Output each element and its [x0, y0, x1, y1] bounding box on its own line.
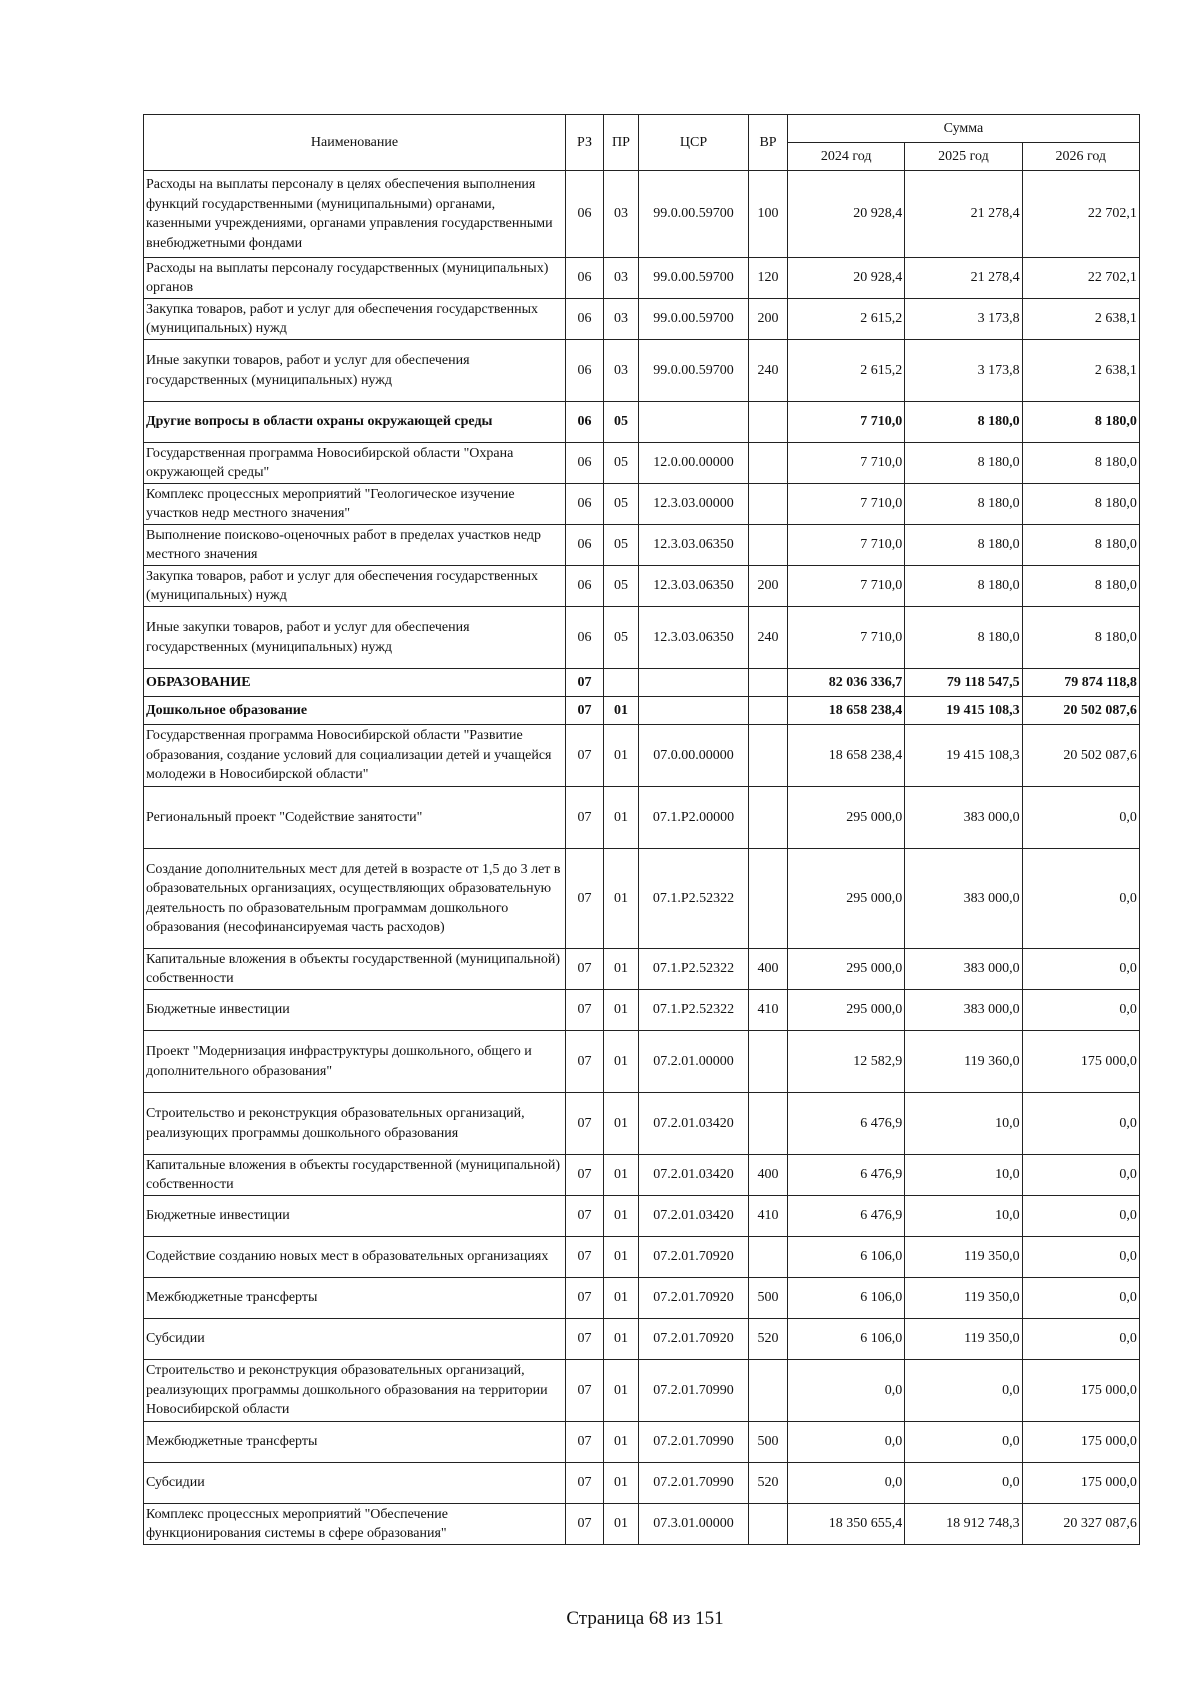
cell-csr: 07.2.01.03420: [639, 1196, 749, 1237]
cell-name: Иные закупки товаров, работ и услуг для обеспечения государственных (муниципальных) нужд: [144, 340, 566, 402]
cell-csr: 07.2.01.00000: [639, 1031, 749, 1093]
cell-2025: 8 180,0: [905, 402, 1022, 443]
cell-2024: 7 710,0: [788, 525, 905, 566]
cell-name: ОБРАЗОВАНИЕ: [144, 669, 566, 697]
cell-name: Межбюджетные трансферты: [144, 1422, 566, 1463]
cell-2024: 295 000,0: [788, 949, 905, 990]
cell-pr: 01: [604, 1155, 639, 1196]
cell-rz: 07: [566, 1278, 604, 1319]
cell-pr: 01: [604, 1278, 639, 1319]
cell-name: Другие вопросы в области охраны окружающей среды: [144, 402, 566, 443]
cell-vr: [749, 1504, 788, 1545]
cell-name: Расходы на выплаты персоналу в целях обеспечения выполнения функций государственными (муниципальными) органами, казенными учреждениями, органами управления государственными внебюджетными фондами: [144, 171, 566, 258]
cell-name: Бюджетные инвестиции: [144, 990, 566, 1031]
cell-vr: 410: [749, 990, 788, 1031]
header-year-2024: 2024 год: [788, 143, 905, 171]
cell-rz: 07: [566, 849, 604, 949]
cell-2026: 0,0: [1022, 1093, 1139, 1155]
table-row: [144, 1093, 1140, 1155]
cell-vr: 500: [749, 1422, 788, 1463]
header-year-2025: 2025 год: [905, 143, 1022, 171]
cell-2025: 119 350,0: [905, 1278, 1022, 1319]
header-pr: ПР: [604, 115, 639, 171]
cell-pr: 03: [604, 171, 639, 258]
cell-2024: 7 710,0: [788, 484, 905, 525]
cell-2025: 19 415 108,3: [905, 725, 1022, 787]
cell-csr: 07.2.01.70990: [639, 1360, 749, 1422]
cell-2026: 8 180,0: [1022, 443, 1139, 484]
cell-2024: 295 000,0: [788, 787, 905, 849]
cell-name: Государственная программа Новосибирской области "Развитие образования, создание условий для социализации детей и учащейся молодежи в Новосибирской области": [144, 725, 566, 787]
cell-rz: 06: [566, 171, 604, 258]
table-row: [144, 725, 1140, 787]
cell-vr: 240: [749, 340, 788, 402]
cell-2026: 175 000,0: [1022, 1360, 1139, 1422]
cell-2025: 119 350,0: [905, 1237, 1022, 1278]
cell-csr: 12.3.03.06350: [639, 525, 749, 566]
cell-csr: 12.3.03.00000: [639, 484, 749, 525]
cell-2024: 18 658 238,4: [788, 725, 905, 787]
table-row: [144, 299, 1140, 340]
cell-2024: 6 106,0: [788, 1319, 905, 1360]
cell-name: Закупка товаров, работ и услуг для обеспечения государственных (муниципальных) нужд: [144, 566, 566, 607]
table-row: [144, 990, 1140, 1031]
cell-2024: 7 710,0: [788, 607, 905, 669]
cell-name: Капитальные вложения в объекты государственной (муниципальной) собственности: [144, 1155, 566, 1196]
cell-rz: 07: [566, 1196, 604, 1237]
cell-2025: 19 415 108,3: [905, 697, 1022, 725]
cell-name: Комплекс процессных мероприятий "Геологическое изучение участков недр местного значения": [144, 484, 566, 525]
cell-2026: 175 000,0: [1022, 1031, 1139, 1093]
cell-2026: 8 180,0: [1022, 525, 1139, 566]
cell-name: Комплекс процессных мероприятий "Обеспечение функционирования системы в сфере образования": [144, 1504, 566, 1545]
table-body: [144, 171, 1140, 1545]
cell-2025: 383 000,0: [905, 949, 1022, 990]
cell-vr: [749, 849, 788, 949]
cell-2024: 0,0: [788, 1463, 905, 1504]
cell-vr: 200: [749, 299, 788, 340]
cell-2024: 6 476,9: [788, 1093, 905, 1155]
cell-vr: [749, 443, 788, 484]
cell-vr: 520: [749, 1463, 788, 1504]
cell-csr: 07.2.01.70990: [639, 1422, 749, 1463]
cell-pr: 01: [604, 1196, 639, 1237]
table-row: [144, 1504, 1140, 1545]
cell-name: Строительство и реконструкция образовательных организаций, реализующих программы дошкольного образования на территории Новосибирской области: [144, 1360, 566, 1422]
cell-vr: [749, 1093, 788, 1155]
cell-2024: 7 710,0: [788, 443, 905, 484]
table-row: [144, 607, 1140, 669]
cell-2025: 79 118 547,5: [905, 669, 1022, 697]
cell-pr: 01: [604, 697, 639, 725]
cell-vr: [749, 787, 788, 849]
cell-pr: 05: [604, 443, 639, 484]
cell-vr: 240: [749, 607, 788, 669]
cell-2024: 20 928,4: [788, 258, 905, 299]
cell-2025: 383 000,0: [905, 990, 1022, 1031]
cell-rz: 06: [566, 443, 604, 484]
cell-csr: 07.2.01.70920: [639, 1278, 749, 1319]
table-row: [144, 1360, 1140, 1422]
table-row: [144, 669, 1140, 697]
header-sum: Сумма: [788, 115, 1140, 143]
cell-name: Субсидии: [144, 1463, 566, 1504]
header-csr: ЦСР: [639, 115, 749, 171]
cell-csr: 07.2.01.70990: [639, 1463, 749, 1504]
table-row: [144, 1155, 1140, 1196]
cell-vr: 400: [749, 949, 788, 990]
cell-2026: 0,0: [1022, 1155, 1139, 1196]
cell-2024: 295 000,0: [788, 990, 905, 1031]
cell-name: Выполнение поисково-оценочных работ в пределах участков недр местного значения: [144, 525, 566, 566]
cell-csr: 07.2.01.03420: [639, 1093, 749, 1155]
table-row: [144, 1463, 1140, 1504]
table-row: [144, 849, 1140, 949]
cell-name: Государственная программа Новосибирской области "Охрана окружающей среды": [144, 443, 566, 484]
cell-pr: 01: [604, 849, 639, 949]
cell-csr: 07.1.P2.52322: [639, 849, 749, 949]
cell-rz: 07: [566, 787, 604, 849]
cell-rz: 07: [566, 1360, 604, 1422]
cell-pr: 05: [604, 525, 639, 566]
cell-vr: 500: [749, 1278, 788, 1319]
cell-2024: 7 710,0: [788, 566, 905, 607]
cell-csr: [639, 669, 749, 697]
cell-2024: 18 350 655,4: [788, 1504, 905, 1545]
header-rz: РЗ: [566, 115, 604, 171]
cell-vr: 400: [749, 1155, 788, 1196]
cell-rz: 07: [566, 1031, 604, 1093]
cell-2024: 0,0: [788, 1360, 905, 1422]
cell-csr: 07.2.01.03420: [639, 1155, 749, 1196]
cell-2025: 8 180,0: [905, 566, 1022, 607]
cell-csr: 99.0.00.59700: [639, 340, 749, 402]
cell-2024: 0,0: [788, 1422, 905, 1463]
cell-2025: 3 173,8: [905, 299, 1022, 340]
cell-name: Дошкольное образование: [144, 697, 566, 725]
table-row: [144, 1278, 1140, 1319]
cell-2025: 383 000,0: [905, 787, 1022, 849]
cell-csr: 99.0.00.59700: [639, 171, 749, 258]
cell-rz: 07: [566, 1319, 604, 1360]
cell-2025: 10,0: [905, 1196, 1022, 1237]
cell-csr: 07.1.P2.52322: [639, 949, 749, 990]
cell-2026: 20 502 087,6: [1022, 697, 1139, 725]
table-row: [144, 340, 1140, 402]
cell-pr: 01: [604, 949, 639, 990]
cell-pr: 01: [604, 1237, 639, 1278]
table-row: [144, 258, 1140, 299]
cell-rz: 06: [566, 402, 604, 443]
table-row: [144, 1237, 1140, 1278]
cell-rz: 06: [566, 299, 604, 340]
cell-vr: [749, 402, 788, 443]
cell-2025: 21 278,4: [905, 171, 1022, 258]
cell-2025: 119 350,0: [905, 1319, 1022, 1360]
cell-2025: 0,0: [905, 1422, 1022, 1463]
cell-vr: 100: [749, 171, 788, 258]
cell-2025: 8 180,0: [905, 443, 1022, 484]
cell-vr: [749, 697, 788, 725]
cell-csr: 07.1.P2.52322: [639, 990, 749, 1031]
cell-pr: 01: [604, 990, 639, 1031]
cell-pr: 03: [604, 299, 639, 340]
cell-2026: 2 638,1: [1022, 299, 1139, 340]
table-row: [144, 1319, 1140, 1360]
cell-csr: 07.2.01.70920: [639, 1237, 749, 1278]
cell-pr: [604, 669, 639, 697]
cell-name: Строительство и реконструкция образовательных организаций, реализующих программы дошкольного образования: [144, 1093, 566, 1155]
cell-2024: 6 476,9: [788, 1196, 905, 1237]
cell-name: Субсидии: [144, 1319, 566, 1360]
table-header: [144, 115, 1140, 171]
cell-vr: [749, 1031, 788, 1093]
table-row: [144, 525, 1140, 566]
table-row: [144, 171, 1140, 258]
table-row: [144, 1422, 1140, 1463]
cell-csr: 07.3.01.00000: [639, 1504, 749, 1545]
cell-rz: 06: [566, 340, 604, 402]
cell-2024: 82 036 336,7: [788, 669, 905, 697]
cell-2026: 175 000,0: [1022, 1422, 1139, 1463]
cell-2024: 6 106,0: [788, 1278, 905, 1319]
header-name: Наименование: [144, 115, 566, 171]
cell-2026: 175 000,0: [1022, 1463, 1139, 1504]
cell-name: Региональный проект "Содействие занятости": [144, 787, 566, 849]
cell-rz: 07: [566, 1504, 604, 1545]
table-row: [144, 787, 1140, 849]
cell-rz: 07: [566, 1237, 604, 1278]
table-row: [144, 1196, 1140, 1237]
cell-2024: 18 658 238,4: [788, 697, 905, 725]
cell-2025: 10,0: [905, 1155, 1022, 1196]
cell-vr: [749, 1360, 788, 1422]
cell-pr: 01: [604, 787, 639, 849]
budget-table: [143, 114, 1140, 1545]
table-row: [144, 443, 1140, 484]
cell-2026: 8 180,0: [1022, 607, 1139, 669]
cell-csr: 12.0.00.00000: [639, 443, 749, 484]
cell-2026: 22 702,1: [1022, 258, 1139, 299]
table-row: [144, 1031, 1140, 1093]
cell-2026: 0,0: [1022, 990, 1139, 1031]
cell-pr: 01: [604, 1319, 639, 1360]
table-row: [144, 484, 1140, 525]
cell-pr: 03: [604, 258, 639, 299]
cell-2025: 0,0: [905, 1360, 1022, 1422]
cell-csr: 07.2.01.70920: [639, 1319, 749, 1360]
header-vr: ВР: [749, 115, 788, 171]
cell-vr: 200: [749, 566, 788, 607]
cell-2026: 0,0: [1022, 787, 1139, 849]
cell-rz: 06: [566, 607, 604, 669]
cell-rz: 06: [566, 484, 604, 525]
cell-vr: 520: [749, 1319, 788, 1360]
cell-name: Расходы на выплаты персоналу государственных (муниципальных) органов: [144, 258, 566, 299]
cell-2024: 2 615,2: [788, 340, 905, 402]
cell-2024: 12 582,9: [788, 1031, 905, 1093]
cell-2025: 8 180,0: [905, 607, 1022, 669]
cell-2024: 20 928,4: [788, 171, 905, 258]
cell-pr: 01: [604, 1504, 639, 1545]
cell-2024: 2 615,2: [788, 299, 905, 340]
cell-rz: 07: [566, 949, 604, 990]
table-row: [144, 697, 1140, 725]
cell-vr: [749, 484, 788, 525]
page-number: Страница 68 из 151: [566, 1608, 724, 1629]
cell-pr: 01: [604, 1463, 639, 1504]
cell-rz: 07: [566, 1422, 604, 1463]
cell-2026: 0,0: [1022, 1237, 1139, 1278]
cell-2026: 79 874 118,8: [1022, 669, 1139, 697]
cell-vr: [749, 669, 788, 697]
cell-2025: 10,0: [905, 1093, 1022, 1155]
cell-2025: 383 000,0: [905, 849, 1022, 949]
cell-2026: 0,0: [1022, 949, 1139, 990]
cell-2025: 8 180,0: [905, 484, 1022, 525]
cell-pr: 01: [604, 1360, 639, 1422]
cell-rz: 06: [566, 525, 604, 566]
cell-pr: 05: [604, 566, 639, 607]
cell-name: Капитальные вложения в объекты государственной (муниципальной) собственности: [144, 949, 566, 990]
cell-2026: 20 502 087,6: [1022, 725, 1139, 787]
cell-rz: 07: [566, 725, 604, 787]
cell-2025: 119 360,0: [905, 1031, 1022, 1093]
cell-name: Создание дополнительных мест для детей в возрасте от 1,5 до 3 лет в образовательных организациях, осуществляющих образовательную деятельность по образовательным программам дошкольного образования (несофинансируемая часть расходов): [144, 849, 566, 949]
table-row: [144, 949, 1140, 990]
header-year-2026: 2026 год: [1022, 143, 1139, 171]
cell-pr: 03: [604, 340, 639, 402]
cell-vr: [749, 1237, 788, 1278]
cell-rz: 07: [566, 669, 604, 697]
cell-rz: 07: [566, 1155, 604, 1196]
cell-pr: 01: [604, 1093, 639, 1155]
cell-csr: 12.3.03.06350: [639, 566, 749, 607]
cell-vr: [749, 725, 788, 787]
cell-rz: 07: [566, 990, 604, 1031]
cell-2026: 20 327 087,6: [1022, 1504, 1139, 1545]
cell-rz: 07: [566, 1463, 604, 1504]
cell-2026: 8 180,0: [1022, 402, 1139, 443]
cell-vr: [749, 525, 788, 566]
cell-csr: 99.0.00.59700: [639, 299, 749, 340]
cell-name: Проект "Модернизация инфраструктуры дошкольного, общего и дополнительного образования": [144, 1031, 566, 1093]
cell-2026: 22 702,1: [1022, 171, 1139, 258]
cell-name: Иные закупки товаров, работ и услуг для обеспечения государственных (муниципальных) нужд: [144, 607, 566, 669]
cell-name: Бюджетные инвестиции: [144, 1196, 566, 1237]
table-row: [144, 566, 1140, 607]
cell-csr: 07.1.P2.00000: [639, 787, 749, 849]
cell-2025: 18 912 748,3: [905, 1504, 1022, 1545]
cell-2026: 8 180,0: [1022, 566, 1139, 607]
cell-rz: 07: [566, 697, 604, 725]
cell-2024: 6 476,9: [788, 1155, 905, 1196]
cell-pr: 01: [604, 1031, 639, 1093]
cell-rz: 06: [566, 258, 604, 299]
cell-2026: 8 180,0: [1022, 484, 1139, 525]
cell-2025: 3 173,8: [905, 340, 1022, 402]
cell-vr: 120: [749, 258, 788, 299]
cell-2026: 0,0: [1022, 1196, 1139, 1237]
cell-pr: 01: [604, 725, 639, 787]
cell-vr: 410: [749, 1196, 788, 1237]
cell-2025: 8 180,0: [905, 525, 1022, 566]
cell-2026: 0,0: [1022, 1278, 1139, 1319]
cell-2025: 0,0: [905, 1463, 1022, 1504]
cell-csr: [639, 697, 749, 725]
cell-rz: 06: [566, 566, 604, 607]
cell-csr: 99.0.00.59700: [639, 258, 749, 299]
cell-name: Содействие созданию новых мест в образовательных организациях: [144, 1237, 566, 1278]
cell-2026: 2 638,1: [1022, 340, 1139, 402]
cell-csr: 12.3.03.06350: [639, 607, 749, 669]
cell-2024: 6 106,0: [788, 1237, 905, 1278]
cell-pr: 05: [604, 402, 639, 443]
cell-csr: [639, 402, 749, 443]
cell-pr: 01: [604, 1422, 639, 1463]
cell-2026: 0,0: [1022, 849, 1139, 949]
cell-name: Закупка товаров, работ и услуг для обеспечения государственных (муниципальных) нужд: [144, 299, 566, 340]
cell-2025: 21 278,4: [905, 258, 1022, 299]
cell-pr: 05: [604, 484, 639, 525]
cell-name: Межбюджетные трансферты: [144, 1278, 566, 1319]
cell-2024: 7 710,0: [788, 402, 905, 443]
cell-pr: 05: [604, 607, 639, 669]
cell-2026: 0,0: [1022, 1319, 1139, 1360]
cell-2024: 295 000,0: [788, 849, 905, 949]
cell-csr: 07.0.00.00000: [639, 725, 749, 787]
table-row: [144, 402, 1140, 443]
cell-rz: 07: [566, 1093, 604, 1155]
